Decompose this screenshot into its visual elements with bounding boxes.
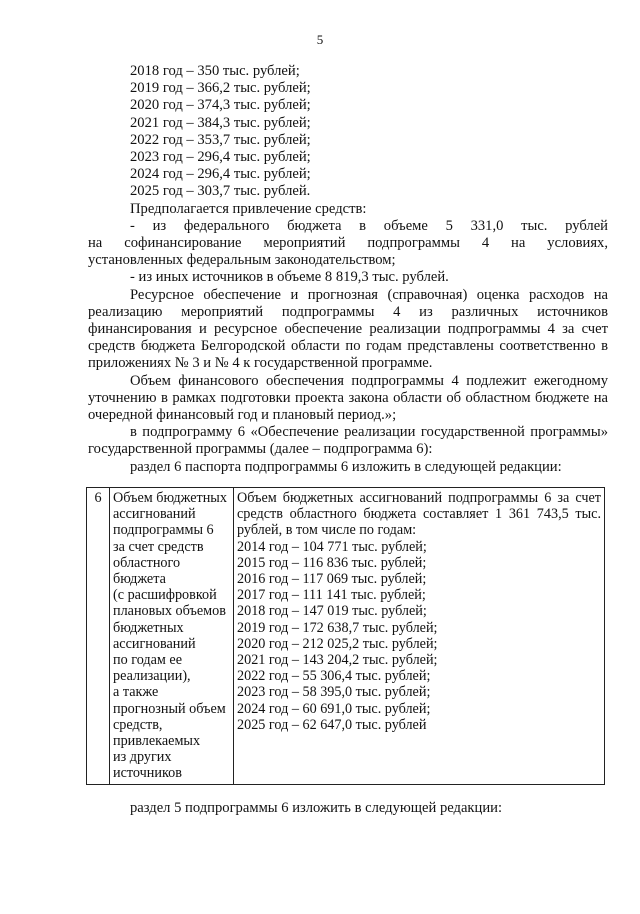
label-line: источников [113,765,182,782]
value-line: рублей, в том числе по годам: [237,522,417,539]
year-line: 2018 год – 350 тыс. рублей; [130,63,300,79]
label-line: привлекаемых [113,733,201,750]
year-line: 2021 год – 384,3 тыс. рублей; [130,114,311,131]
label-line: ассигнований [113,506,196,523]
resource-paragraph: Ресурсное обеспечение и прогнозная (справочная) оценка расходов на реализацию мероприятий подпрограммы 4 из различных источников финансирования и ресурсное обеспечение реализации подпрограммы 4 за счет средств бюджета Белгородской области по годам представлены соответственно в приложениях № 3 и № 4 к государственной программе. [88,286,608,372]
label-line: средств, [113,716,163,733]
federal-line-1: - из федерального бюджета в объеме 5 331,0 тыс. рублей [130,217,608,234]
years-list [88,63,608,201]
year-line: 2025 год – 303,7 тыс. рублей. [130,183,311,200]
row-value [234,488,605,785]
value-year: 2021 год – 143 204,2 тыс. рублей; [237,652,438,669]
label-line: прогнозный объем [113,700,226,717]
year-line: 2022 год – 353,7 тыс. рублей; [130,131,311,148]
federal-line-3: установленных федеральным законодательством; [88,252,396,269]
federal-line-2: на софинансирование мероприятий подпрограммы 4 на условиях, [88,235,608,252]
value-year: 2020 год – 212 025,2 тыс. рублей; [237,635,438,652]
value-year: 2024 год – 60 691,0 тыс. рублей; [237,700,431,717]
passport-table [86,487,605,785]
label-line: (с расшифровкой [113,587,217,604]
label-line: областного [113,554,181,571]
label-line: подпрограммы 6 [113,522,214,539]
value-year: 2017 год – 111 141 тыс. рублей; [237,587,426,604]
value-year: 2019 год – 172 638,7 тыс. рублей; [237,619,438,636]
label-line: бюджетных [113,619,184,636]
year-line: 2023 год – 296,4 тыс. рублей; [130,149,311,166]
row-number: 6 [87,488,110,785]
value-year: 2022 год – 55 306,4 тыс. рублей; [237,668,431,685]
funding-intro: Предполагается привлечение средств: [130,200,367,217]
value-year: 2015 год – 116 836 тыс. рублей; [237,554,427,571]
year-line: 2019 год – 366,2 тыс. рублей; [130,80,311,97]
label-line: бюджета [113,571,166,588]
value-line: средств областного бюджета составляет 1 361 743,5 тыс. [237,506,601,523]
label-line: за счет средств [113,538,204,555]
document-body [88,63,608,476]
label-line: по годам ее [113,652,183,669]
value-line: Объем бюджетных ассигнований подпрограммы 6 за счет [237,490,601,506]
section5-intro: раздел 5 подпрограммы 6 изложить в следующей редакции: [130,800,503,816]
label-line: ассигнований [113,635,196,652]
label-line: а также [113,684,159,701]
value-year: 2016 год – 117 069 тыс. рублей; [237,571,427,588]
table-row [87,488,605,785]
year-line: 2020 год – 374,3 тыс. рублей; [130,97,311,114]
volume-paragraph: Объем финансового обеспечения подпрограммы 4 подлежит ежегодному уточнению в рамках подготовки проекта закона области об областном бюджете на очередной финансовый год и плановый период.»; [88,372,608,424]
value-year: 2014 год – 104 771 тыс. рублей; [237,538,427,555]
value-year: 2025 год – 62 647,0 тыс. рублей [237,716,427,733]
subprogram6-paragraph: в подпрограмму 6 «Обеспечение реализации государственной программы» государственной программы (далее – подпрограмма 6): [88,424,608,458]
label-line: Объем бюджетных [113,490,227,506]
other-sources: - из иных источников в объеме 8 819,3 тыс. рублей. [130,269,449,286]
label-line: реализации), [113,668,191,685]
page-number: 5 [316,32,324,47]
year-line: 2024 год – 296,4 тыс. рублей; [130,166,311,183]
label-line: плановых объемов [113,603,226,620]
row-label [110,488,234,785]
section6-intro: раздел 6 паспорта подпрограммы 6 изложить в следующей редакции: [130,458,562,475]
label-line: из других [113,749,172,766]
value-year: 2018 год – 147 019 тыс. рублей; [237,603,427,620]
value-year: 2023 год – 58 395,0 тыс. рублей; [237,684,431,701]
